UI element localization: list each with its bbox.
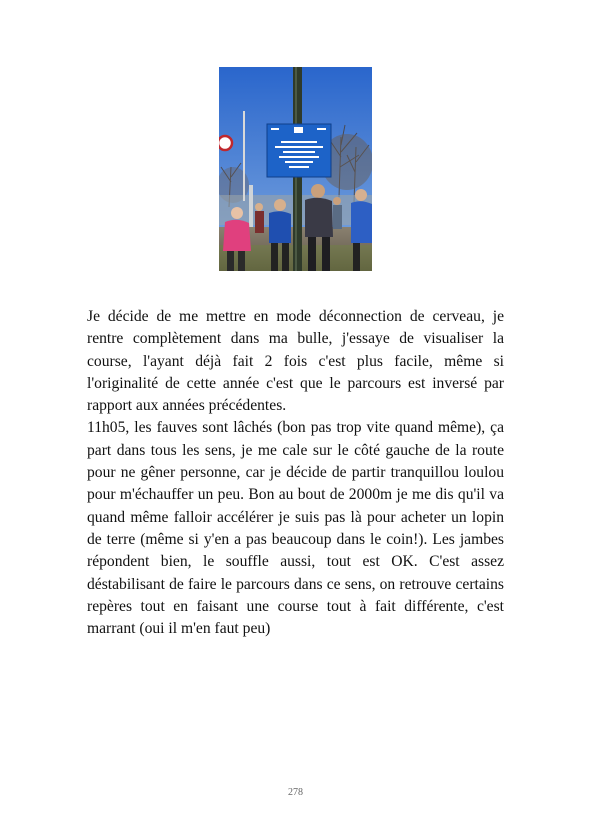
paragraph-1: Je décide de me mettre en mode déconnection de cerveau, je rentre complètement dans ma bulle, j'essaye de visualiser la course, l'ayant déjà fait 2 fois c'est plus facile, même si l'originalité de cette année c'est que le parcours est inversé par rapport aux années précédentes.: [87, 308, 504, 415]
page-number: 278: [288, 787, 303, 798]
paragraph-2: 11h05, les fauves sont lâchés (bon pas trop vite quand même), ça part dans tous les sens, je me cale sur le côté gauche de la route pour ne gêner personne, car je décide de partir tranquillou loulou pour m'échauffer un peu. Bon au bout de 2000m je me dis qu'il va quand même falloir accélérer je suis pas là pour acheter un lopin de terre (même si y'en a pas beaucoup dans le coin!). Les jambes répondent bien, le souffle aussi, tout est OK. C'est assez déstabilisant de faire le parcours dans ce sens, on retrouve certains repères tout en faisant une course tout à fait différente, c'est marrant (oui il m'en faut peu): [87, 419, 504, 638]
body-text: [87, 306, 504, 640]
race-start-photo: [219, 67, 372, 271]
